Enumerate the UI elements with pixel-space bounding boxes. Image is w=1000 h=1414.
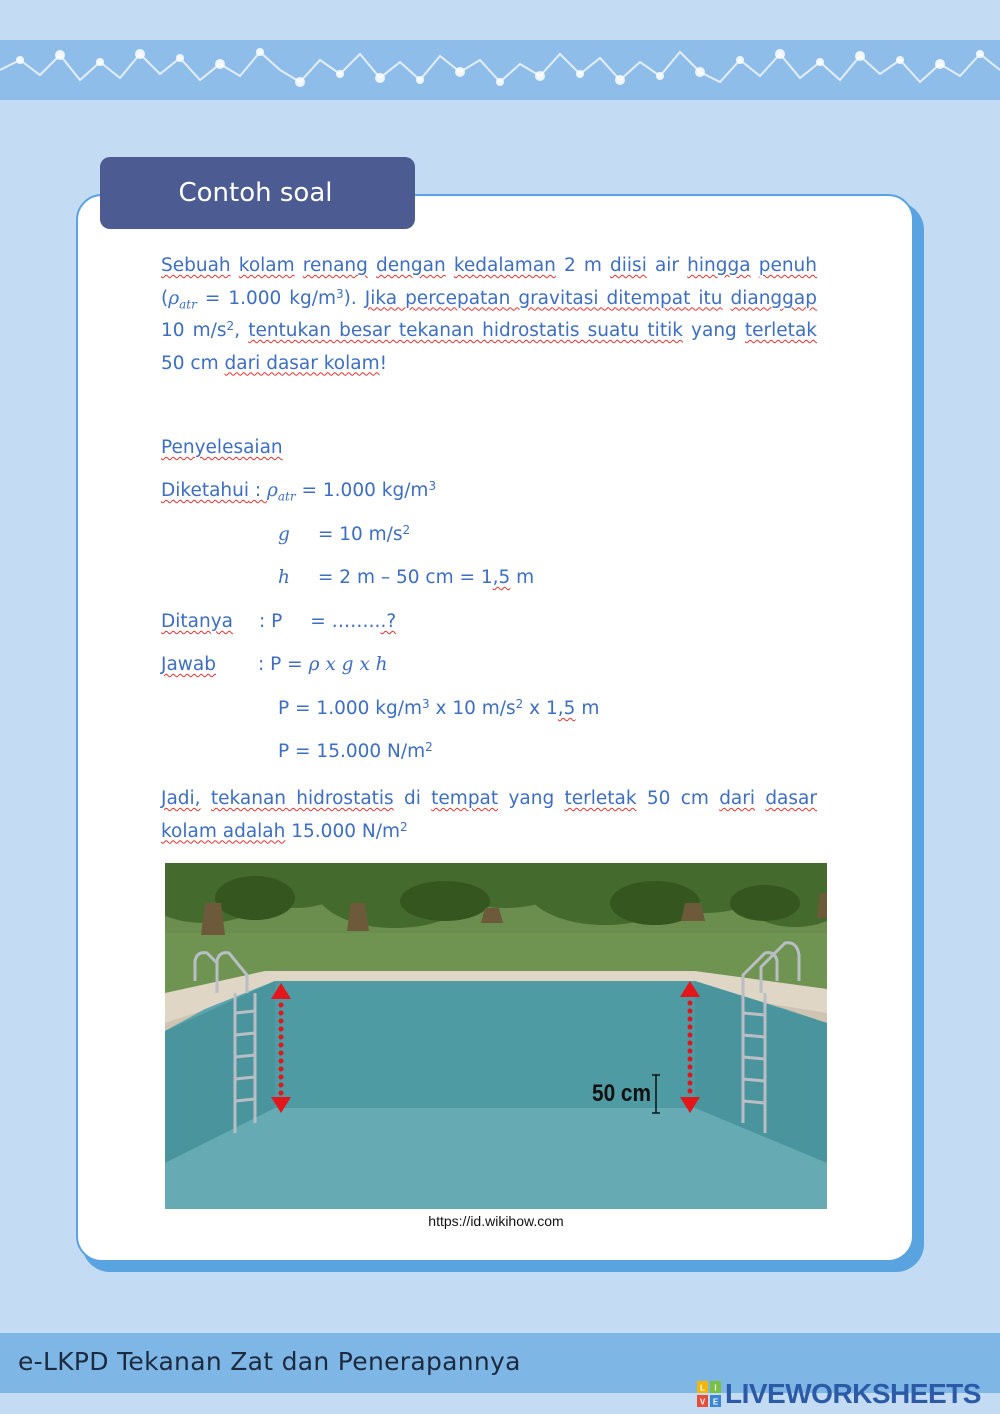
svg-text:E: E: [712, 1397, 719, 1407]
known-rho-line: Diketahui : $\rho_{atr} = 1.000$ $kg/m^3$: [161, 479, 437, 504]
known-h-line: h = 2 m – 50 cm = 1,5 m: [278, 567, 535, 588]
conclusion-paragraph: Jadi, tekanan hidrostatis di tempat yang terletak 50 cm dari dasar kolam adalah 15.000 $N/m^2$: [161, 788, 817, 842]
svg-text:I: I: [714, 1383, 717, 1393]
section-tab-title: Contoh soal: [100, 157, 415, 229]
svg-text:V: V: [699, 1397, 706, 1407]
known-g-line: g = 10 $m/s^2$: [278, 523, 411, 545]
example-content: [161, 250, 818, 842]
liveworksheets-logo[interactable]: [697, 1378, 997, 1410]
decorative-molecule-band: [0, 40, 1000, 100]
liveworksheets-icon: [697, 1381, 721, 1407]
footer-title: e-LKPD Tekanan Zat dan Penerapannya: [18, 1347, 521, 1376]
image-credit: https://id.wikihow.com: [428, 1213, 564, 1229]
svg-text:L: L: [700, 1383, 705, 1393]
result-line: P = 15.000 $N/m^2$: [278, 740, 433, 762]
calc-line: P = 1.000 $kg/m^3$ x 10 $m/s^2$ x 1,5 m: [278, 697, 600, 719]
solution-heading: Penyelesaian: [161, 437, 283, 458]
answer-line: Jawab : P = ρ x g x h: [161, 654, 388, 675]
depth-label: 50 cm: [592, 1080, 651, 1107]
liveworksheets-brand: LIVEWORKSHEETS: [725, 1378, 981, 1409]
swimming-pool-image: [165, 863, 827, 1209]
problem-statement: Sebuah kolam renang dengan kedalaman 2 m diisi air hingga penuh ($\rho_{atr} = 1.000$ $kg/m^3$). Jika percepatan gravitasi ditempat itu dianggap 10 $m/s^2$, tentukan besar tekanan hidrostatis suatu titik yang terletak 50 cm dari dasar kolam!: [161, 255, 818, 374]
asked-line: Ditanya : P = ……...?: [161, 611, 397, 632]
